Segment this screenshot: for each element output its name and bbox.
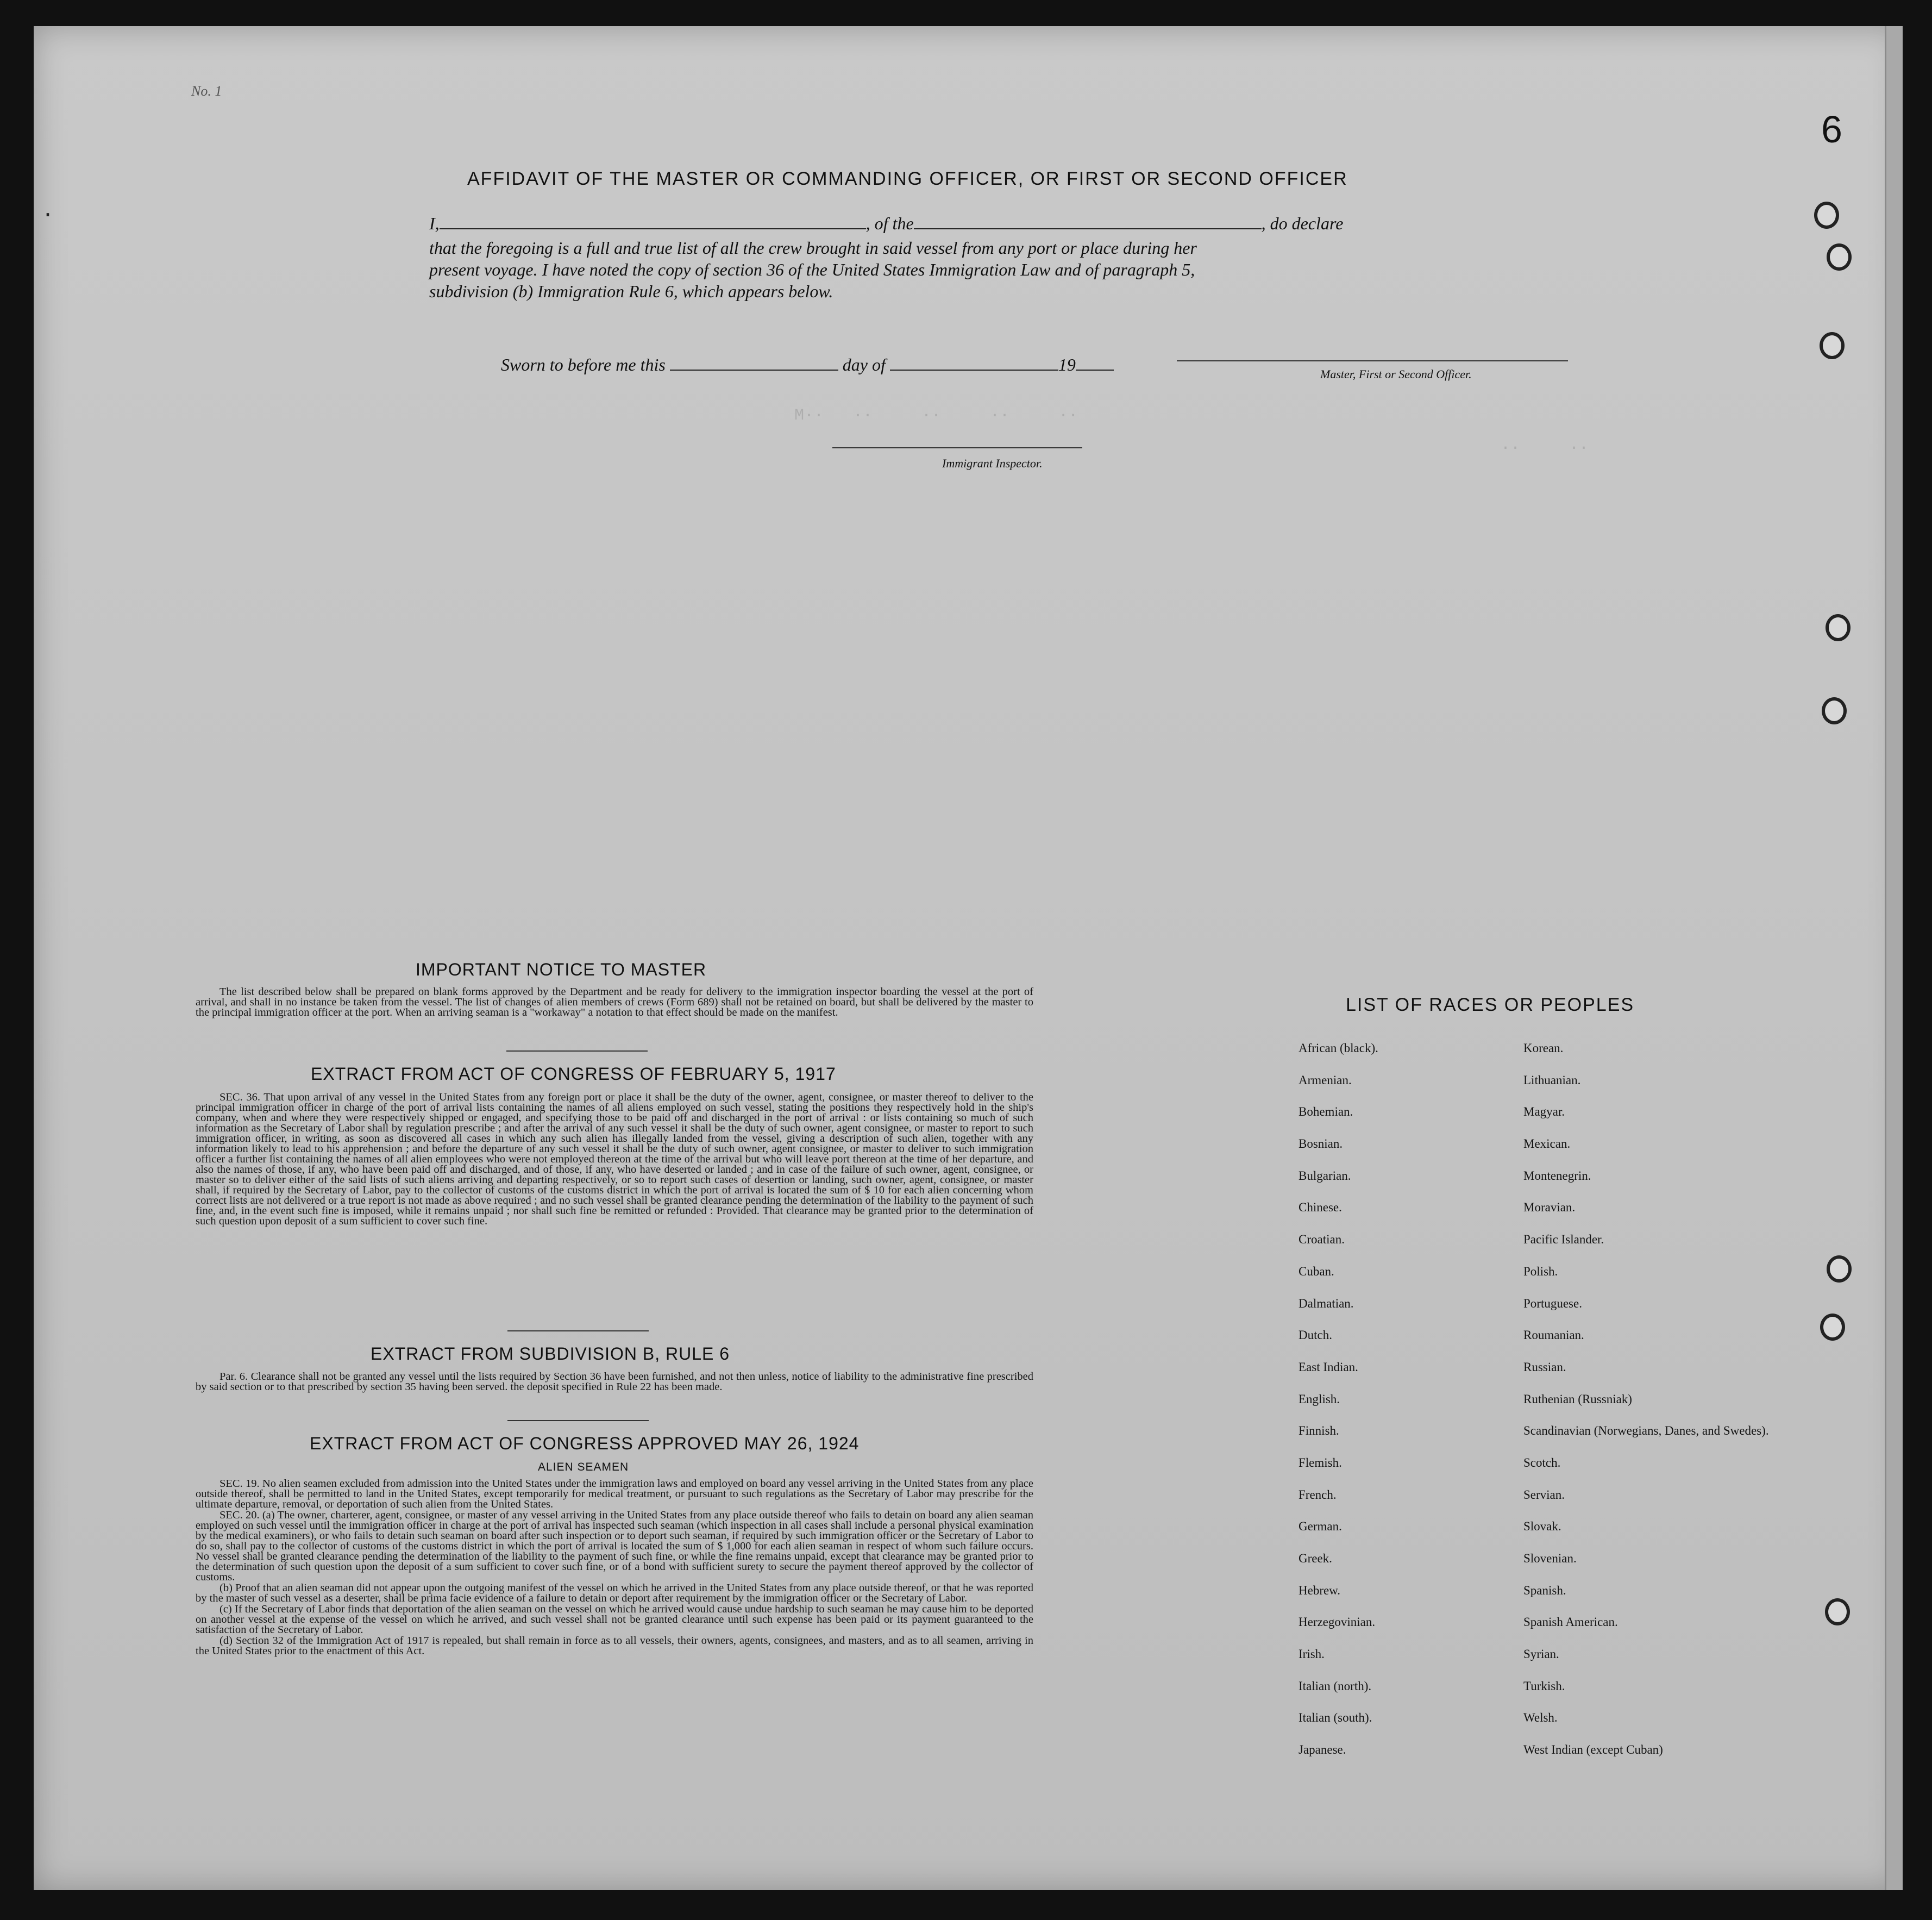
notice-title: IMPORTANT NOTICE TO MASTER (416, 960, 707, 979)
sworn-label: Sworn to before me this (501, 355, 666, 374)
race-item: Cuban. (1299, 1264, 1334, 1278)
race-item: Syrian. (1523, 1647, 1559, 1661)
race-item: Bosnian. (1299, 1137, 1343, 1151)
race-item: Portuguese. (1523, 1296, 1582, 1310)
binder-hole (1827, 243, 1852, 271)
race-item: Slovak. (1523, 1519, 1561, 1534)
race-item: Polish. (1523, 1264, 1558, 1278)
binder-hole (1826, 614, 1851, 641)
affidavit-line1-start: I, (429, 214, 440, 233)
page-number: 6 (1821, 108, 1842, 151)
section-divider (506, 1050, 648, 1052)
race-item: Scotch. (1523, 1455, 1561, 1469)
race-item: English. (1299, 1392, 1340, 1406)
binder-hole (1820, 332, 1845, 359)
race-item: Bulgarian. (1299, 1168, 1351, 1183)
races-left-column (1299, 1041, 1378, 1775)
affidavit-title: AFFIDAVIT OF THE MASTER OR COMMANDING OFFICER, OR FIRST OR SECOND OFFICER (467, 168, 1348, 189)
race-item: Magyar. (1523, 1105, 1565, 1119)
race-item: Chinese. (1299, 1200, 1342, 1215)
race-item: Finnish. (1299, 1424, 1339, 1438)
extract-1924-subtitle: ALIEN SEAMEN (538, 1461, 629, 1473)
section-divider (507, 1330, 649, 1331)
binder-hole (1825, 1598, 1850, 1625)
race-item: East Indian. (1299, 1360, 1358, 1374)
race-item: Montenegrin. (1523, 1168, 1591, 1183)
bleed-through-text: ·· ·· (1501, 439, 1589, 458)
race-item: Bohemian. (1299, 1105, 1353, 1119)
manifest-page (34, 26, 1903, 1890)
margin-mark: · (41, 203, 55, 228)
extract-1917-text (196, 1092, 1033, 1227)
race-item: French. (1299, 1487, 1337, 1502)
races-title: LIST OF RACES OR PEOPLES (1346, 995, 1635, 1015)
extract-1924-sec20c: (c) If the Secretary of Labor finds that deportation of the alien seaman on the vessel on which he arrived would cause undue hardship to such seaman he may cause him to be deported on another vessel at the expense of the vessel on which he arrived, and such vessel shall not be granted clearance until such expense has been paid or its payment guaranteed to the satisfaction of the Secretary of Labor. (196, 1603, 1033, 1636)
race-item: Spanish. (1523, 1583, 1566, 1597)
affidavit-line1-end: , do declare (1261, 214, 1344, 233)
inspector-signature-line[interactable] (832, 447, 1082, 448)
race-item: Armenian. (1299, 1073, 1352, 1087)
extract-1924-title: EXTRACT FROM ACT OF CONGRESS APPROVED MAY 26, 1924 (310, 1434, 860, 1453)
binder-hole (1814, 202, 1839, 229)
sworn-day-of-label: day of (842, 355, 886, 374)
extract-rule6-title: EXTRACT FROM SUBDIVISION B, RULE 6 (371, 1344, 730, 1364)
sworn-year-label: 19 (1058, 355, 1076, 374)
notice-paragraph: The list described below shall be prepared on blank forms approved by the Department and be ready for delivery to the immigration inspector boarding the vessel at the port of arrival, and shall in no instance be taken from the vessel. The list of changes of alien members of crews (Form 689) shall not be retained on board, but shall be delivered by the master to the principal immigration officer at the port. When an arriving seaman is a "workaway" a notation to that effect should be made on the manifest. (196, 986, 1033, 1018)
notice-text (196, 987, 1033, 1018)
race-item: Dalmatian. (1299, 1296, 1354, 1310)
race-item: Flemish. (1299, 1455, 1342, 1469)
race-item: Scandinavian (Norwegians, Danes, and Swedes). (1523, 1424, 1769, 1438)
extract-1924-sec20a: SEC. 20. (a) The owner, charterer, agent, consignee, or master of any vessel arriving in the United States from any place outside thereof who fails to detain on board any alien seaman employed on such vessel until the immigration officer in charge at the port of arrival has inspected such seaman (which inspection in all cases shall include a personal physical examination by the medical examiners), or who fails to detain such seaman on board after such inspection or to deport such seaman, if required by such immigration officer or the Secretary of Labor to do so, shall pay to the collector of customs of the customs district in which the port of arrival is located the sum of $ 1,000 for each alien seaman in respect of whom such failure occurs. No vessel shall be granted clearance pending the determination of the liability to the payment of such fine, or while the fine remains unpaid, except that clearance may be granted prior to the determination of such question upon the deposit of a sum sufficient to cover such fine, or of a bond with sufficient surety to secure the payment thereof approved by the collector of customs. (196, 1509, 1033, 1583)
master-signature-label: Master, First or Second Officer. (1320, 367, 1472, 381)
affidavit-line2: that the foregoing is a full and true list of all the crew brought in said vessel from any port or place during her (429, 238, 1197, 258)
sworn-line (501, 355, 1114, 375)
bleed-through-text: M·· ·· ·· ·· ·· (794, 406, 1078, 425)
extract-1924-sec20d: (d) Section 32 of the Immigration Act of 1917 is repealed, but shall remain in force as to all vessels, their owners, agents, consignees, and masters, and as to all seamen, arriving in the United States prior to the enactment of this Act. (196, 1635, 1033, 1657)
race-item: Irish. (1299, 1647, 1325, 1661)
affidavit-line1-mid: , of the (865, 214, 914, 233)
extract-rule6-paragraph: Par. 6. Clearance shall not be granted any vessel until the lists required by Section 36 have been furnished, and not then unless, notice of liability to the administrative fine prescribed by said section or to that prescribed by section 35 having been served. the deposit specified in Rule 22 has been made. (196, 1371, 1033, 1393)
race-item: Korean. (1523, 1041, 1564, 1055)
extract-1917-paragraph: SEC. 36. That upon arrival of any vessel in the United States from any foreign port or place it shall be the duty of the owner, agent, consignee, or master thereof to deliver to the principal immigration officer in charge of the port of arrival lists containing the names of all aliens employed on such vessel, stating the positions they respectively hold in the ship's company, when and where they were respectively shipped or engaged, and specifying those to be paid off and discharged in the port of arrival : or lists containing so much of such information as the Secretary of Labor shall by regulation prescribe ; and after the arrival of any such vessel it shall be the duty of such owner, agent consignee, or master to report to such immigration officer, in writing, as soon as discovered all cases in which any such alien has illegally landed from the vessel, giving a description of such alien, together with any information likely to lead to his apprehension ; and before the departure of any such vessel it shall be the duty of such owner, agent consignee, or master to deliver to such immigration officer a further list containing the names of all alien employees who were not employed thereon at the time of the arrival but who will leave port thereon at the time of her departure, and also the names of those, if any, who have been paid off and discharged, and of those, if any, who have deserted or landed ; and in case of the failure of such owner, agent, consignee, or master so to deliver either of the said lists of such aliens arriving and departing respectively, or so to report such cases of desertion or landing, such owner, agent, consignee, or master shall, if required by the Secretary of Labor, pay to the collector of customs of the customs district in which the port of arrival is located the sum of $ 10 for each alien concerning whom correct lists are not delivered or a true report is not made as above required ; and no such vessel shall be granted clearance pending the determination of the liability to the payment of such fine, and, in the event such fine is imposed, while it remains unpaid ; nor shall such fine be remitted or refunded : Provided. That clearance may be granted prior to the determination of such question upon deposit of a sum sufficient to cover such fine. (196, 1091, 1033, 1227)
race-item: Roumanian. (1523, 1328, 1584, 1342)
binder-hole (1822, 697, 1847, 724)
race-item: Russian. (1523, 1360, 1566, 1374)
race-item: Mexican. (1523, 1137, 1571, 1151)
binder-hole (1827, 1255, 1852, 1283)
inspector-signature-label: Immigrant Inspector. (942, 456, 1043, 470)
race-item: German. (1299, 1519, 1342, 1534)
race-item: Italian (north). (1299, 1679, 1372, 1693)
race-item: Ruthenian (Russniak) (1523, 1392, 1632, 1406)
race-item: Slovenian. (1523, 1552, 1577, 1565)
race-item: Lithuanian. (1523, 1073, 1581, 1087)
race-item: Greek. (1299, 1552, 1332, 1565)
race-item: Herzegovinian. (1299, 1615, 1376, 1629)
sworn-month-blank[interactable] (890, 370, 1058, 371)
binder-hole (1820, 1314, 1845, 1341)
race-item: Italian (south). (1299, 1711, 1372, 1725)
race-item: Croatian. (1299, 1233, 1345, 1247)
race-item: Japanese. (1299, 1743, 1346, 1757)
affidavit-line4: subdivision (b) Immigration Rule 6, which appears below. (429, 282, 833, 301)
race-item: Pacific Islander. (1523, 1233, 1604, 1247)
master-name-blank[interactable] (440, 228, 866, 229)
race-item: Moravian. (1523, 1200, 1576, 1215)
race-item: West Indian (except Cuban) (1523, 1743, 1663, 1757)
extract-1924-sec20b: (b) Proof that an alien seaman did not appear upon the outgoing manifest of the vessel on which he arrived in the United States from any place outside thereof, or that he was reported by the master of such vessel as a deserter, shall be prima facie evidence of a failure to detain or deport after requirement by the immigration officer or the Secretary of Labor. (196, 1582, 1033, 1604)
corner-mark: No. 1 (191, 83, 222, 99)
race-item: African (black). (1299, 1041, 1378, 1055)
race-item: Spanish American. (1523, 1615, 1618, 1629)
races-right-column (1523, 1041, 1769, 1775)
sworn-date-blank[interactable] (670, 370, 838, 371)
affidavit-line3: present voyage. I have noted the copy of section 36 of the United States Immigration Law and of paragraph 5, (429, 260, 1195, 279)
page-edge (1885, 26, 1903, 1890)
extract-rule6-text (196, 1372, 1033, 1393)
affidavit-declaration-line (429, 214, 1343, 234)
sworn-year-blank[interactable] (1076, 370, 1114, 371)
section-divider (507, 1420, 649, 1421)
race-item: Turkish. (1523, 1679, 1565, 1693)
race-item: Hebrew. (1299, 1583, 1341, 1597)
race-item: Servian. (1523, 1487, 1565, 1502)
extract-1917-title: EXTRACT FROM ACT OF CONGRESS OF FEBRUARY 5, 1917 (311, 1064, 836, 1084)
extract-1924-text (196, 1479, 1033, 1657)
vessel-name-blank[interactable] (914, 228, 1262, 229)
race-item: Dutch. (1299, 1328, 1332, 1342)
master-signature-line[interactable] (1177, 360, 1568, 361)
extract-1924-sec19: SEC. 19. No alien seamen excluded from admission into the United States under the immigration laws and employed on board any vessel arriving in the United States from any place outside thereof, shall be permitted to land in the United States, except temporarily for medical treatment, or pursuant to such regulations as the Secretary of Labor may prescribe for the ultimate departure, removal, or deportation of such alien from the United States. (196, 1478, 1033, 1510)
race-item: Welsh. (1523, 1711, 1558, 1725)
